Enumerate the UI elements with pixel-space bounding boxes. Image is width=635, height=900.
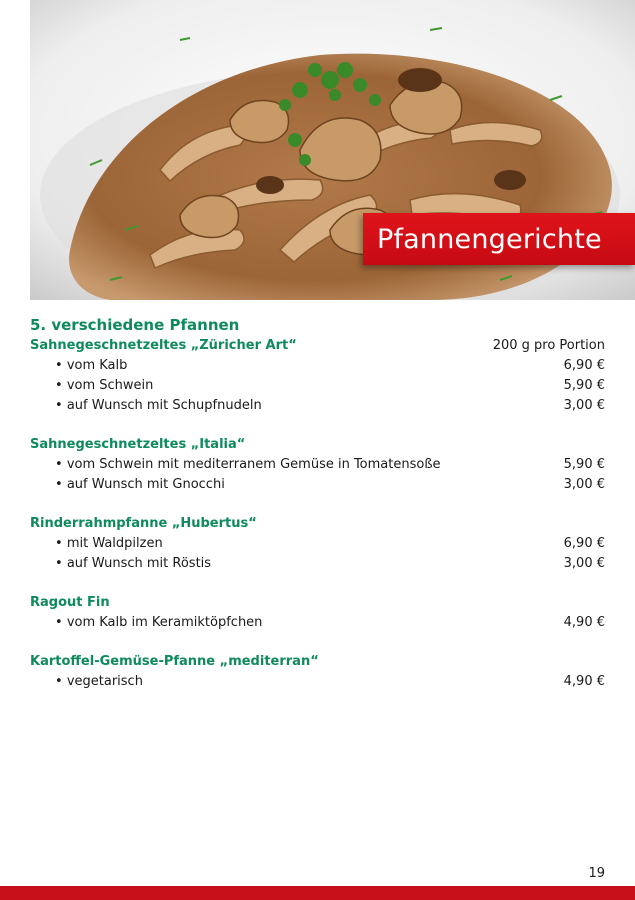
menu-item [30, 396, 605, 416]
menu-item-price: 3,00 € [563, 556, 605, 571]
menu-item-label: • mit Waldpilzen [55, 534, 163, 554]
dish-header [30, 593, 605, 613]
dish-name: Sahnegeschnetzeltes „Italia“ [30, 437, 246, 452]
menu-content [30, 314, 605, 711]
menu-item-label: • vom Schwein mit mediterranem Gemüse in Tomatensoße [55, 455, 441, 475]
dish-header [30, 435, 605, 455]
dish-group [30, 652, 605, 692]
dish-group [30, 593, 605, 633]
page-title: Pfannengerichte [377, 223, 602, 255]
menu-item-price: 5,90 € [563, 378, 605, 393]
dish-header [30, 336, 605, 356]
dish-header [30, 652, 605, 672]
menu-item [30, 613, 605, 633]
menu-item-price: 5,90 € [563, 457, 605, 472]
menu-item-label: • auf Wunsch mit Gnocchi [55, 475, 225, 495]
menu-item-price: 3,00 € [563, 398, 605, 413]
footer-bar [0, 886, 635, 900]
menu-item-label: • vom Kalb im Keramiktöpfchen [55, 613, 262, 633]
dish-name: Sahnegeschnetzeltes „Züricher Art“ [30, 338, 297, 353]
dish-note: 200 g pro Portion [492, 338, 605, 353]
title-banner [363, 213, 635, 265]
menu-item-label: • auf Wunsch mit Schupfnudeln [55, 396, 262, 416]
menu-item [30, 475, 605, 495]
dish-group [30, 514, 605, 574]
menu-item-price: 4,90 € [563, 674, 605, 689]
menu-item [30, 672, 605, 692]
menu-item [30, 455, 605, 475]
section-title: 5. verschiedene Pfannen [30, 316, 240, 334]
menu-item-label: • auf Wunsch mit Röstis [55, 554, 211, 574]
dish-list [30, 336, 605, 692]
menu-item-price: 6,90 € [563, 536, 605, 551]
menu-item [30, 554, 605, 574]
menu-item-label: • vom Schwein [55, 376, 153, 396]
dish-name: Ragout Fin [30, 595, 110, 610]
dish-name: Kartoffel-Gemüse-Pfanne „mediterran“ [30, 654, 319, 669]
menu-item-label: • vom Kalb [55, 356, 127, 376]
menu-item-price: 6,90 € [563, 358, 605, 373]
menu-item [30, 534, 605, 554]
menu-item [30, 376, 605, 396]
dish-group [30, 435, 605, 495]
page-number: 19 [588, 866, 605, 881]
menu-item [30, 356, 605, 376]
menu-item-price: 3,00 € [563, 477, 605, 492]
menu-item-label: • vegetarisch [55, 672, 143, 692]
menu-item-price: 4,90 € [563, 615, 605, 630]
dish-header [30, 514, 605, 534]
dish-name: Rinderrahmpfanne „Hubertus“ [30, 516, 257, 531]
dish-group [30, 336, 605, 416]
